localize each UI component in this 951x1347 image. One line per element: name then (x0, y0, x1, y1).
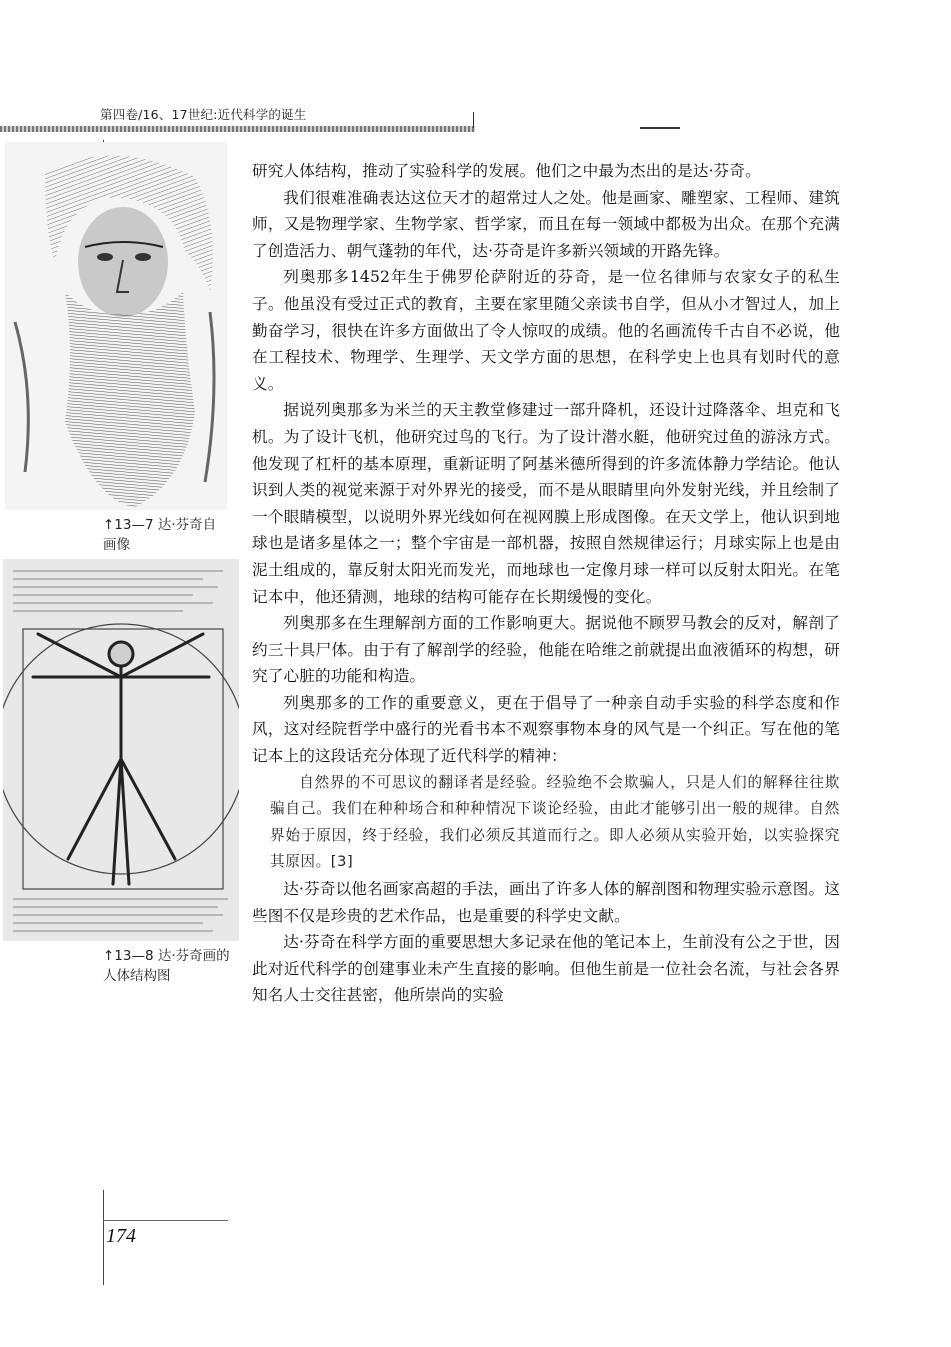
page-number: 174 (106, 1225, 136, 1247)
paragraph: 研究人体结构，推动了实验科学的发展。他们之中最为杰出的是达·芬奇。 (252, 162, 761, 180)
footer-rule (103, 1220, 228, 1221)
paragraph: 达·芬奇以他名画家高超的手法，画出了许多人体的解剖图和物理实验示意图。这些图不仅是珍贵的艺术作品，也是重要的科学史文献。 (252, 880, 840, 925)
paragraph: 我们很难准确表达这位天才的超常过人之处。他是画家、雕塑家、工程师、建筑师，又是物理学家、生物学家、哲学家，而且在每一领域中都极为出众。在那个充满了创造活力、朝气蓬勃的年代，达·芬奇是许多新兴领域的开路先锋。 (252, 188, 840, 260)
paragraph: 据说列奥那多为米兰的天主教堂修建过一部升降机，还设计过降落伞、坦克和飞机。为了设计飞机，他研究过鸟的飞行。为了设计潜水艇，他研究过鱼的游泳方式。他发现了杠杆的基本原理，重新证明了阿基米德所得到的许多流体静力学结论。他认识到人类的视觉来源于对外界光的接受，而不是从眼睛里向外发射光线，并且绘制了一个眼睛模型，以说明外界光线如何在视网膜上形成图像。在天文学上，他认识到地球也是诸多星体之一；整个宇宙是一部机器，按照自然规律运行；月球实际上也是由泥土组成的，靠反射太阳光而发光，而地球也一定像月球一样可以反射太阳光。在笔记本中，他还猜测，地球的结构可能存在长期缓慢的变化。 (252, 401, 840, 606)
footer-margin-line (103, 1190, 104, 1285)
paragraph: 列奥那多在生理解剖方面的工作影响更大。据说他不顾罗马教会的反对，解剖了约三十具尸体。由于有了解剖学的经验，他能在哈维之前就提出血液循环的构想，研究了心脏的功能和构造。 (252, 614, 840, 686)
portrait-sketch-image (5, 142, 227, 510)
paragraph: 列奥那多的工作的重要意义，更在于倡导了一种亲自动手实验的科学态度和作风，这对经院哲学中盛行的光看书本不观察事物本身的风气是一个纠正。写在他的笔记本上的这段话充分体现了近代科学的精神： (252, 693, 840, 766)
running-header: 第四卷/16、17世纪:近代科学的诞生 (100, 107, 307, 122)
body-text (252, 158, 840, 1009)
header-rule (0, 126, 475, 132)
figure-caption-portrait: ↑13—7 达·芬奇自画像 (103, 517, 217, 553)
block-quote: 自然界的不可思议的翻译者是经验。经验绝不会欺骗人，只是人们的解释往往欺骗自己。我们在种种场合和种种情况下谈论经验，由此才能够引出一般的规律。自然界始于原因，终于经验，我们必须反其道而行之。即人必须从实验开始，以实验探究其原因。[3] (270, 773, 840, 871)
figure-caption-vitruvian: ↑13—8 达·芬奇画的人体结构图 (103, 948, 230, 984)
vitruvian-man-image (3, 559, 239, 941)
header-divider (473, 112, 474, 128)
paragraph: 达·芬奇在科学方面的重要思想大多记录在他的笔记本上，生前没有公之于世，因此对近代科学的创建事业未产生直接的影响。但他生前是一位社会名流，与社会各界知名人士交往甚密，他所崇尚的实验 (252, 933, 840, 1005)
header-mark (640, 127, 680, 129)
paragraph: 列奥那多1452年生于佛罗伦萨附近的芬奇，是一位名律师与农家女子的私生子。他虽没有受过正式的教育，主要在家里随父亲读书自学，但从小才智过人，加上勤奋学习，很快在许多方面做出了令人惊叹的成绩。他的名画流传千古自不必说，他在工程技术、物理学、生理学、天文学方面的思想，在科学史上也具有划时代的意义。 (252, 268, 840, 393)
